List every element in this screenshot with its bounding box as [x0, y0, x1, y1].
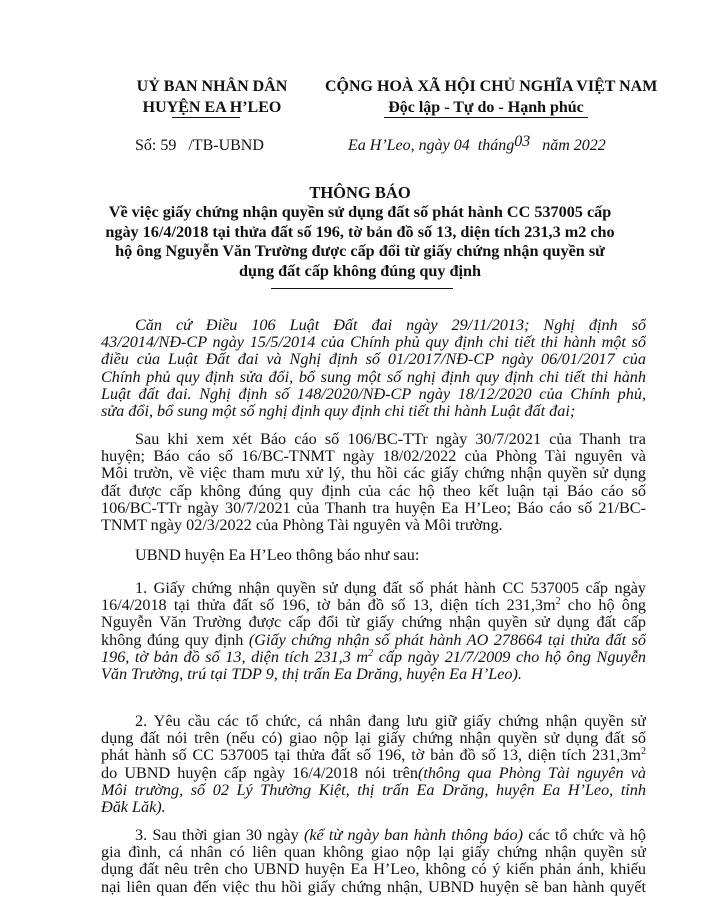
subject-underline	[271, 288, 453, 289]
document-subject: Về việc giấy chứng nhận quyền sử dụng đất số phát hành CC 537005 cấp ngày 16/4/2018 tại thửa đất số 196, tờ bản đồ số 13, diện tích 231,3 m2 cho hộ ông Nguyễn Văn Trường được cấp đổi từ giấy chứng nhận quyền sử dụng đất cấp không đúng quy định	[105, 203, 615, 280]
national-motto: Độc lập - Tự do - Hạnh phúc	[388, 99, 584, 116]
review-paragraph: Sau khi xem xét Báo cáo số 106/BC-TTr ngày 30/7/2021 của Thanh tra huyện; Báo cáo số 16/BC-TNMT ngày 18/02/2022 của Phòng Tài nguyên và Môi trườn, về việc tham mưu xử lý, thu hồi các giấy chứng nhận quyền sử dụng đất được cấp không đúng quy định của các hộ theo kết luận tại Báo cáo số 106/BC-TTr ngày 30/7/2021 của Thanh tra huyện Ea H’Leo; Báo cáo số 21/BC- TNMT ngày 02/3/2022 của Phòng Tài nguyên và Môi trường.	[101, 431, 646, 534]
document-title: THÔNG BÁO	[309, 183, 411, 202]
item-1-paragraph: 1. Giấy chứng nhận quyền sử dụng đất số phát hành CC 537005 cấp ngày 16/4/2018 tại thửa đất số 196, tờ bản đồ số 13, diện tích $231,3m^2$ cho hộ ông Nguyễn Văn Trường được cấp đổi từ giấy chứng nhận quyền sử dụng đất cấp không đúng quy định (Giấy chứng nhận số phát hành AO 278664 tại thửa đất số 196, tờ bản đồ số 13, diện tích 231,3 $m^2$ cấp ngày 21/7/2009 cho hộ ông Nguyễn Văn Trường, trú tại TDP 9, thị trấn Ea Drăng, huyện Ea H’Leo).	[101, 580, 646, 683]
legal-basis-paragraph: Căn cứ Điều 106 Luật Đất đai ngày 29/11/2013; Nghị định số 43/2014/NĐ-CP ngày 15/5/2014 của Chính phủ quy định chi tiết thi hành một số điều của Luật Đất đai và Nghị định số 01/2017/NĐ-CP ngày 06/01/2017 của Chính phủ quy định sửa đổi, bổ sung một số nghị định quy định chi tiết thi hành Luật đất đai. Nghị định số 148/2020/NĐ-CP ngày 18/12/2020 của Chính phủ, sửa đổi, bổ sung một số nghị định quy định chi tiết thi hành Luật đất đai;	[101, 317, 646, 420]
document-date: Ea H’Leo, ngày 04 tháng03 năm 2022	[348, 133, 606, 154]
national-title: CỘNG HOÀ XÃ HỘI CHỦ NGHĨA VIỆT NAM	[325, 78, 658, 95]
issuer-district: HUYỆN EA H’LEO	[142, 99, 282, 116]
item-3-paragraph: 3. Sau thời gian 30 ngày (kể từ ngày ban hành thông báo) các tổ chức và hộ gia đình, cá nhân có liên quan không giao nộp lại giấy chứng nhận quyền sử dụng đất nêu trên cho UBND huyện Ea H’Leo, không có ý kiến phản ánh, khiếu nại liên quan đến việc thu hồi giấy chứng nhận, UBND huyện sẽ ban hành quyết	[101, 827, 646, 896]
motto-underline	[384, 117, 588, 118]
issuer-name: UỶ BAN NHÂN DÂN	[136, 78, 288, 95]
announce-intro: UBND huyện Ea H’Leo thông báo như sau:	[135, 547, 420, 564]
issuer-underline	[172, 117, 240, 118]
document-number: Số: 59 /TB-UBND	[135, 137, 264, 154]
item-2-paragraph: 2. Yêu cầu các tổ chức, cá nhân đang lưu giữ giấy chứng nhận quyền sử dụng đất nói trên (nếu có) giao nộp lại giấy chứng nhận quyền sử dụng đất số phát hành số CC 537005 tại thửa đất số 196, tờ bản đồ số 13, diện tích $231,3m^2$ do UBND huyện cấp ngày 16/4/2018 nói trên(thông qua Phòng Tài nguyên và Môi trường, số 02 Lý Thường Kiệt, thị trấn Ea Drăng, huyện Ea H’Leo, tỉnh Đăk Lăk).	[101, 713, 646, 816]
